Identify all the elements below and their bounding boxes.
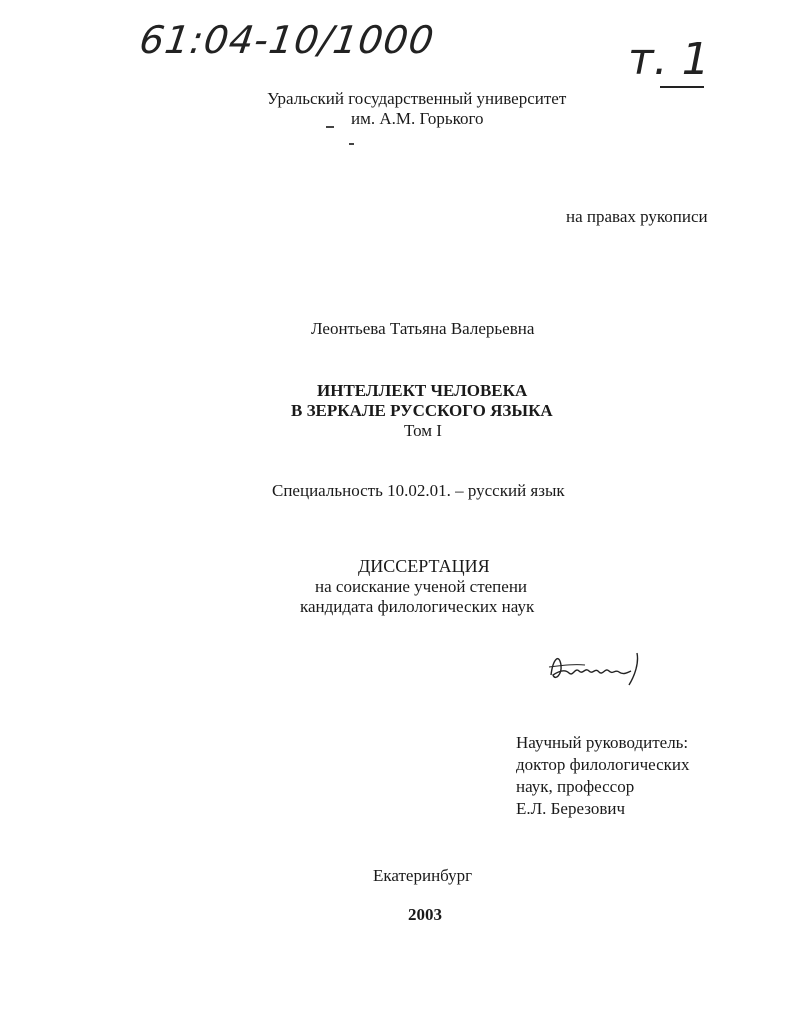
advisor-degree-line-1: доктор филологических — [516, 755, 690, 774]
advisor-degree-line-2: наук, профессор — [516, 777, 635, 796]
advisor-block — [516, 732, 690, 820]
handwritten-archive-code: 61:04-10/1000 — [136, 18, 438, 62]
advisor-name: Е.Л. Березович — [516, 799, 626, 818]
advisor-label: Научный руководитель: — [516, 733, 689, 752]
dissertation-line-2: кандидата филологических наук — [300, 597, 535, 616]
author-name: Леонтьева Татьяна Валерьевна — [311, 319, 535, 338]
specialty: Специальность 10.02.01. – русский язык — [272, 481, 565, 500]
handwritten-volume-mark: т. 1 — [628, 34, 710, 85]
title-line-2: В ЗЕРКАЛЕ РУССКОГО ЯЗЫКА — [291, 401, 553, 420]
dissertation-line-1: на соискание ученой степени — [315, 577, 528, 596]
volume-mark-underline — [660, 86, 704, 88]
scan-speck — [349, 143, 354, 145]
dissertation-heading: ДИССЕРТАЦИЯ — [358, 556, 490, 576]
manuscript-note: на правах рукописи — [566, 207, 708, 226]
volume-label: Том I — [404, 421, 442, 440]
university-name: Уральский государственный университет — [267, 89, 567, 108]
city: Екатеринбург — [373, 866, 473, 885]
author-signature — [545, 645, 655, 695]
university-named-after: им. А.М. Горького — [351, 109, 484, 128]
year: 2003 — [408, 905, 442, 924]
title-line-1: ИНТЕЛЛЕКТ ЧЕЛОВЕКА — [317, 381, 528, 400]
scan-speck — [326, 126, 334, 128]
